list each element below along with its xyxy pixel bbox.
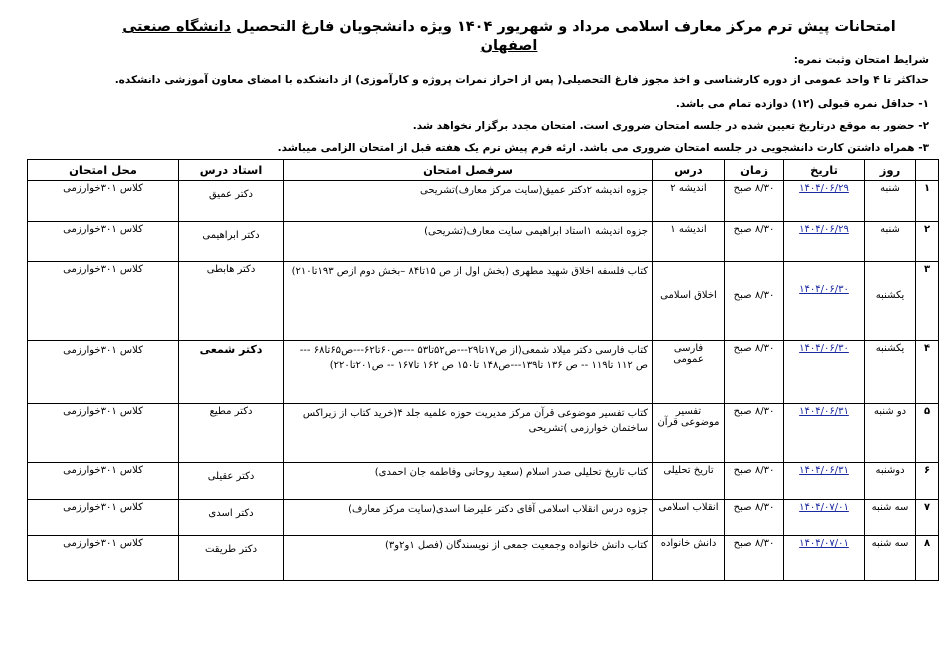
row-day: یکشنبه	[865, 341, 916, 404]
row-exam-topics: کتاب فارسی دکتر میلاد شمعی(از ص۱۷تا۲۹---ص۵۲تا۵۳ ---ص۶۰تا۶۲---ص۶۵تا۶۸ ---ص ۱۱۲ تا۱۱۹ -- ص ۱۳۶ تا۱۳۹---ص۱۴۸ تا۱۵۰ ص ۱۶۲ تا۱۶۷ -- ص۲۰۱تا۲۲۰)	[284, 341, 653, 404]
row-time: ۸/۳۰ صبح	[725, 404, 784, 463]
row-day: سه شنبه	[865, 536, 916, 581]
table-header-row	[28, 160, 939, 181]
header-exam-location: محل امتحان	[28, 160, 179, 181]
row-teacher: دکتر اسدی	[179, 499, 284, 536]
row-exam-topics: کتاب تفسیر موضوعی قرآن مرکز مدیریت حوزه علمیه جلد ۴(خرید کتاب از زیراکس ساختمان خوارزمی )تشریحی	[284, 404, 653, 463]
exam-schedule-table	[27, 159, 939, 581]
title-line-2: دانشگاه صنعتی اصفهان	[122, 19, 538, 54]
row-date: ۱۴۰۴/۰۷/۰۱	[784, 536, 865, 581]
table-row	[28, 221, 939, 262]
row-day: دو شنبه	[865, 404, 916, 463]
row-exam-topics: جزوه اندیشه ۱استاد ابراهیمی سایت معارف(تشریحی)	[284, 221, 653, 262]
row-date: ۱۴۰۴/۰۷/۰۱	[784, 499, 865, 536]
row-teacher: دکتر عقیلی	[179, 463, 284, 500]
row-day: دوشنبه	[865, 463, 916, 500]
row-index: ۴	[916, 341, 939, 404]
row-date: ۱۴۰۴/۰۶/۳۰	[784, 341, 865, 404]
row-course: فارسی عمومی	[653, 341, 725, 404]
conditions-intro: حداکثر تا ۴ واحد عمومی از دوره کارشناسی و اخذ مجوز فارغ التحصیلی( پس از احراز نمرات پروژه و کارآموزی) از دانشکده با امضای معاون آموزشی دانشکده.	[114, 74, 929, 86]
row-course: اندیشه ۲	[653, 181, 725, 222]
row-time: ۸/۳۰ صبح	[725, 341, 784, 404]
row-exam-location: کلاس ۳۰۱خوارزمی	[28, 536, 179, 581]
row-date: ۱۴۰۴/۰۶/۲۹	[784, 221, 865, 262]
row-day: سه شنبه	[865, 499, 916, 536]
header-index	[916, 160, 939, 181]
row-date: ۱۴۰۴/۰۶/۲۹	[784, 181, 865, 222]
table-row	[28, 262, 939, 341]
row-day: شنبه	[865, 181, 916, 222]
row-exam-location: کلاس ۳۰۱خوارزمی	[28, 341, 179, 404]
row-index: ۷	[916, 499, 939, 536]
row-exam-topics: کتاب فلسفه اخلاق شهید مطهری (بخش اول از ص ۱۵تا۸۴ –بخش دوم ازص ۱۹۳تا۲۱۰)	[284, 262, 653, 341]
row-course: اندیشه ۱	[653, 221, 725, 262]
row-time: ۸/۳۰ صبح	[725, 499, 784, 536]
header-day: روز	[865, 160, 916, 181]
condition-item-2: ۲- حضور به موقع درتاریخ تعیین شده در جلسه امتحان ضروری است. امتحان مجدد برگزار نخواهد شد.	[412, 120, 929, 132]
row-teacher: دکتر مطیع	[179, 404, 284, 463]
row-day: یکشنبه	[865, 262, 916, 341]
row-exam-location: کلاس ۳۰۱خوارزمی	[28, 181, 179, 222]
row-index: ۶	[916, 463, 939, 500]
row-index: ۵	[916, 404, 939, 463]
row-time: ۸/۳۰ صبح	[725, 262, 784, 341]
table-row	[28, 536, 939, 581]
row-course: دانش خانواده	[653, 536, 725, 581]
row-teacher: دکتر شمعی	[179, 341, 284, 404]
row-index: ۳	[916, 262, 939, 341]
row-course: تاریخ تحلیلی	[653, 463, 725, 500]
table-row	[28, 499, 939, 536]
row-course: تفسیر موضوعی قرآن	[653, 404, 725, 463]
row-exam-location: کلاس ۳۰۱خوارزمی	[28, 404, 179, 463]
row-index: ۱	[916, 181, 939, 222]
row-index: ۸	[916, 536, 939, 581]
header-teacher: استاد درس	[179, 160, 284, 181]
table-row	[28, 341, 939, 404]
table-row	[28, 181, 939, 222]
row-course: اخلاق اسلامی	[653, 262, 725, 341]
header-time: زمان	[725, 160, 784, 181]
row-exam-topics: کتاب دانش خانواده وجمعیت جمعی از نویسندگان (فصل ۱و۲و۳)	[284, 536, 653, 581]
row-teacher: دکتر هابطی	[179, 262, 284, 341]
table-row	[28, 404, 939, 463]
row-date: ۱۴۰۴/۰۶/۳۱	[784, 404, 865, 463]
row-exam-location: کلاس ۳۰۱خوارزمی	[28, 221, 179, 262]
row-teacher: دکتر ابراهیمی	[179, 221, 284, 262]
condition-item-1: ۱- حداقل نمره قبولی (۱۲) دوازده تمام می باشد.	[675, 98, 929, 110]
row-exam-location: کلاس ۳۰۱خوارزمی	[28, 463, 179, 500]
row-date: ۱۴۰۴/۰۶/۳۰	[784, 262, 865, 341]
row-exam-location: کلاس ۳۰۱خوارزمی	[28, 499, 179, 536]
page-title	[99, 18, 919, 56]
row-time: ۸/۳۰ صبح	[725, 181, 784, 222]
header-exam-topics: سرفصل امتحان	[284, 160, 653, 181]
row-day: شنبه	[865, 221, 916, 262]
condition-item-3: ۳- همراه داشتن کارت دانشجویی در جلسه امتحان ضروری می باشد. ارئه فرم پیش ترم یک هفته قبل از امتحان الزامی میباشد.	[277, 142, 929, 154]
row-date: ۱۴۰۴/۰۶/۳۱	[784, 463, 865, 500]
row-time: ۸/۳۰ صبح	[725, 221, 784, 262]
title-line-1: امتحانات پیش ترم مرکز معارف اسلامی مرداد و شهریور ۱۴۰۴ ویژه دانشجویان فارغ التحصیل	[236, 19, 896, 35]
row-time: ۸/۳۰ صبح	[725, 463, 784, 500]
header-course: درس	[653, 160, 725, 181]
row-teacher: دکتر عمیق	[179, 181, 284, 222]
conditions-heading: شرایط امتحان وثبت نمره:	[793, 54, 929, 66]
row-exam-topics: جزوه اندیشه ۲دکتر عمیق(سایت مرکز معارف)تشریحی	[284, 181, 653, 222]
header-date: تاریخ	[784, 160, 865, 181]
row-course: انقلاب اسلامی	[653, 499, 725, 536]
row-index: ۲	[916, 221, 939, 262]
row-exam-location: کلاس ۳۰۱خوارزمی	[28, 262, 179, 341]
row-teacher: دکتر طریقت	[179, 536, 284, 581]
row-exam-topics: کتاب تاریخ تحلیلی صدر اسلام (سعید روحانی وفاطمه جان احمدی)	[284, 463, 653, 500]
row-exam-topics: جزوه درس انقلاب اسلامی آقای دکتر علیرضا اسدی(سایت مرکز معارف)	[284, 499, 653, 536]
row-time: ۸/۳۰ صبح	[725, 536, 784, 581]
table-row	[28, 463, 939, 500]
